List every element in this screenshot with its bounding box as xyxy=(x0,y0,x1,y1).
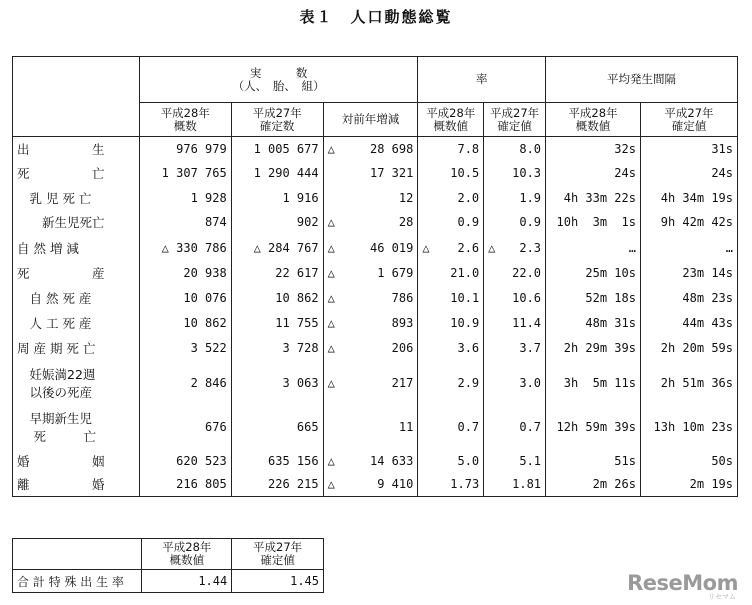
rate-h28: 0.7 xyxy=(418,405,484,449)
rate-h27: 3.0 xyxy=(484,361,546,405)
table-row xyxy=(13,261,738,286)
row-label: 死 亡 xyxy=(13,161,140,186)
h28-value: 620 523 xyxy=(139,449,231,473)
interval-h27: 50s xyxy=(640,449,737,473)
h28-gaisu-header: 平成28年 概数 xyxy=(139,103,231,137)
rate-h28: 21.0 xyxy=(418,261,484,286)
diff-value: 11 xyxy=(323,405,418,449)
h27-value: 1 005 677 xyxy=(231,137,323,161)
diff-value: △ 28 698 xyxy=(323,137,418,161)
tfr-h27: 1.45 xyxy=(232,570,324,593)
h27-value: 11 755 xyxy=(231,311,323,335)
h27-value: 1 916 xyxy=(231,186,323,210)
interval-h27: 2h 20m 59s xyxy=(640,335,737,361)
table-row xyxy=(13,361,738,405)
jissu-header: 実 数 （人、 胎、 組） xyxy=(139,57,418,103)
table-row xyxy=(13,405,738,449)
rate-h28: 1.73 xyxy=(418,473,484,497)
h27-value: 22 617 xyxy=(231,261,323,286)
interval-h28-header: 平成28年 概数値 xyxy=(546,103,641,137)
h28-value: 3 522 xyxy=(139,335,231,361)
vital-statistics-table xyxy=(12,56,738,497)
interval-h27: 23m 14s xyxy=(640,261,737,286)
table-row xyxy=(13,161,738,186)
rate-h28: 3.6 xyxy=(418,335,484,361)
interval-h27-header: 平成27年 確定値 xyxy=(640,103,737,137)
interval-h28: 51s xyxy=(546,449,641,473)
interval-h28: 24s xyxy=(546,161,641,186)
interval-h27: 4h 34m 19s xyxy=(640,186,737,210)
rate-header: 率 xyxy=(418,57,546,103)
h28-value: 20 938 xyxy=(139,261,231,286)
h28-value: 2 846 xyxy=(139,361,231,405)
sub-h27-header: 平成27年 確定値 xyxy=(232,539,324,570)
rate-h28: 10.5 xyxy=(418,161,484,186)
rate-h27: 3.7 xyxy=(484,335,546,361)
row-label: 人 工 死 産 xyxy=(13,311,140,335)
h28-value: 10 862 xyxy=(139,311,231,335)
diff-value: 12 xyxy=(323,186,418,210)
h27-value: △ 284 767 xyxy=(231,235,323,261)
interval-h28: 12h 59m 39s xyxy=(546,405,641,449)
resemom-logo-sub: リセマム xyxy=(708,593,736,601)
decrease-mark: △ xyxy=(327,291,335,305)
h28-value: 1 928 xyxy=(139,186,231,210)
decrease-mark: △ xyxy=(327,266,335,280)
rate-h28: 2.9 xyxy=(418,361,484,405)
decrease-mark: △ xyxy=(327,453,335,468)
h27-value: 635 156 xyxy=(231,449,323,473)
interval-h28: 3h 5m 11s xyxy=(546,361,641,405)
rate-h27: 0.9 xyxy=(484,210,546,235)
row-label: 新生児死亡 xyxy=(13,210,140,235)
h28-value: 976 979 xyxy=(139,137,231,161)
rate-h27: 1.81 xyxy=(484,473,546,497)
diff-value: △ 28 xyxy=(323,210,418,235)
rate-h28: 10.9 xyxy=(418,311,484,335)
h27-value: 902 xyxy=(231,210,323,235)
h28-value: 1 307 765 xyxy=(139,161,231,186)
sub-h28-header: 平成28年 概数値 xyxy=(142,539,232,570)
row-label: 出 生 xyxy=(13,137,140,161)
h27-kakutei-header: 平成27年 確定数 xyxy=(231,103,323,137)
row-label: 周 産 期 死 亡 xyxy=(13,335,140,361)
diff-value: △ 217 xyxy=(323,361,418,405)
table-row xyxy=(13,137,738,161)
row-label: 妊娠満22週 以後の死産 xyxy=(13,361,140,405)
interval-header: 平均発生間隔 xyxy=(546,57,738,103)
decrease-mark: △ xyxy=(327,141,335,156)
rate-h28: 10.1 xyxy=(418,286,484,311)
rate-h28: 0.9 xyxy=(418,210,484,235)
decrease-mark: △ xyxy=(488,240,496,255)
table-row xyxy=(13,235,738,261)
h28-value: 216 805 xyxy=(139,473,231,497)
h28-value: 676 xyxy=(139,405,231,449)
diff-header: 対前年増減 xyxy=(323,103,418,137)
h28-value: 10 076 xyxy=(139,286,231,311)
diff-value: △ 46 019 xyxy=(323,235,418,261)
h27-value: 3 063 xyxy=(231,361,323,405)
interval-h28: 4h 33m 22s xyxy=(546,186,641,210)
diff-value: △ 9 410 xyxy=(323,473,418,497)
interval-h27: 13h 10m 23s xyxy=(640,405,737,449)
h27-value: 226 215 xyxy=(231,473,323,497)
interval-h27: 44m 43s xyxy=(640,311,737,335)
row-label: 自 然 増 減 xyxy=(13,235,140,261)
interval-h27: 31s xyxy=(640,137,737,161)
table-title: 表１ 人口動態総覧 xyxy=(299,8,453,26)
table-row xyxy=(13,186,738,210)
row-label: 早期新生児 死 亡 xyxy=(13,405,140,449)
rate-h27: 5.1 xyxy=(484,449,546,473)
diff-value: △ 1 679 xyxy=(323,261,418,286)
rate-h28: 5.0 xyxy=(418,449,484,473)
interval-h27: 48m 23s xyxy=(640,286,737,311)
interval-h28: 48m 31s xyxy=(546,311,641,335)
label-header xyxy=(13,57,140,137)
diff-value: △ 206 xyxy=(323,335,418,361)
h27-value: 10 862 xyxy=(231,286,323,311)
rate-h27: 1.9 xyxy=(484,186,546,210)
rate-h27: 22.0 xyxy=(484,261,546,286)
interval-h28: 32s xyxy=(546,137,641,161)
interval-h28: 2h 29m 39s xyxy=(546,335,641,361)
diff-value: 17 321 xyxy=(323,161,418,186)
rate-h27: 10.6 xyxy=(484,286,546,311)
resemom-logo: ReseMom xyxy=(627,571,738,595)
rate-h27: 10.3 xyxy=(484,161,546,186)
tfr-h28: 1.44 xyxy=(142,570,232,593)
table-row xyxy=(13,311,738,335)
rate-h27-header: 平成27年 確定値 xyxy=(484,103,546,137)
interval-h27: 2m 19s xyxy=(640,473,737,497)
tfr-label: 合 計 特 殊 出 生 率 xyxy=(13,570,142,593)
table-row xyxy=(13,449,738,473)
table-row xyxy=(13,210,738,235)
decrease-mark: △ xyxy=(327,215,335,229)
table-row xyxy=(13,286,738,311)
rate-h27: 11.4 xyxy=(484,311,546,335)
decrease-mark: △ xyxy=(327,315,335,330)
decrease-mark: △ xyxy=(327,477,335,492)
interval-h27: 2h 51m 36s xyxy=(640,361,737,405)
row-label: 死 産 xyxy=(13,261,140,286)
interval-h27: 24s xyxy=(640,161,737,186)
h28-value: 874 xyxy=(139,210,231,235)
interval-h28: 10h 3m 1s xyxy=(546,210,641,235)
decrease-mark: △ xyxy=(327,240,335,255)
h27-value: 1 290 444 xyxy=(231,161,323,186)
interval-h27: 9h 42m 42s xyxy=(640,210,737,235)
interval-h27: … xyxy=(640,235,737,261)
interval-h28: 25m 10s xyxy=(546,261,641,286)
h27-value: 665 xyxy=(231,405,323,449)
diff-value: △ 786 xyxy=(323,286,418,311)
decrease-mark: △ xyxy=(327,375,335,390)
h27-value: 3 728 xyxy=(231,335,323,361)
row-label: 自 然 死 産 xyxy=(13,286,140,311)
h28-value: △ 330 786 xyxy=(139,235,231,261)
row-label: 乳 児 死 亡 xyxy=(13,186,140,210)
diff-value: △ 14 633 xyxy=(323,449,418,473)
rate-h28: 7.8 xyxy=(418,137,484,161)
decrease-mark: △ xyxy=(327,340,335,355)
rate-h28: 2.0 xyxy=(418,186,484,210)
rate-h28-header: 平成28年 概数値 xyxy=(418,103,484,137)
rate-h27: △ 2.3 xyxy=(484,235,546,261)
rate-h28: △ 2.6 xyxy=(418,235,484,261)
interval-h28: 52m 18s xyxy=(546,286,641,311)
decrease-mark: △ xyxy=(422,240,430,255)
rate-h27: 0.7 xyxy=(484,405,546,449)
interval-h28: … xyxy=(546,235,641,261)
row-label: 婚 姻 xyxy=(13,449,140,473)
diff-value: △ 893 xyxy=(323,311,418,335)
table-row xyxy=(13,335,738,361)
fertility-rate-table xyxy=(12,538,324,593)
interval-h28: 2m 26s xyxy=(546,473,641,497)
rate-h27: 8.0 xyxy=(484,137,546,161)
table-row xyxy=(13,473,738,497)
row-label: 離 婚 xyxy=(13,473,140,497)
